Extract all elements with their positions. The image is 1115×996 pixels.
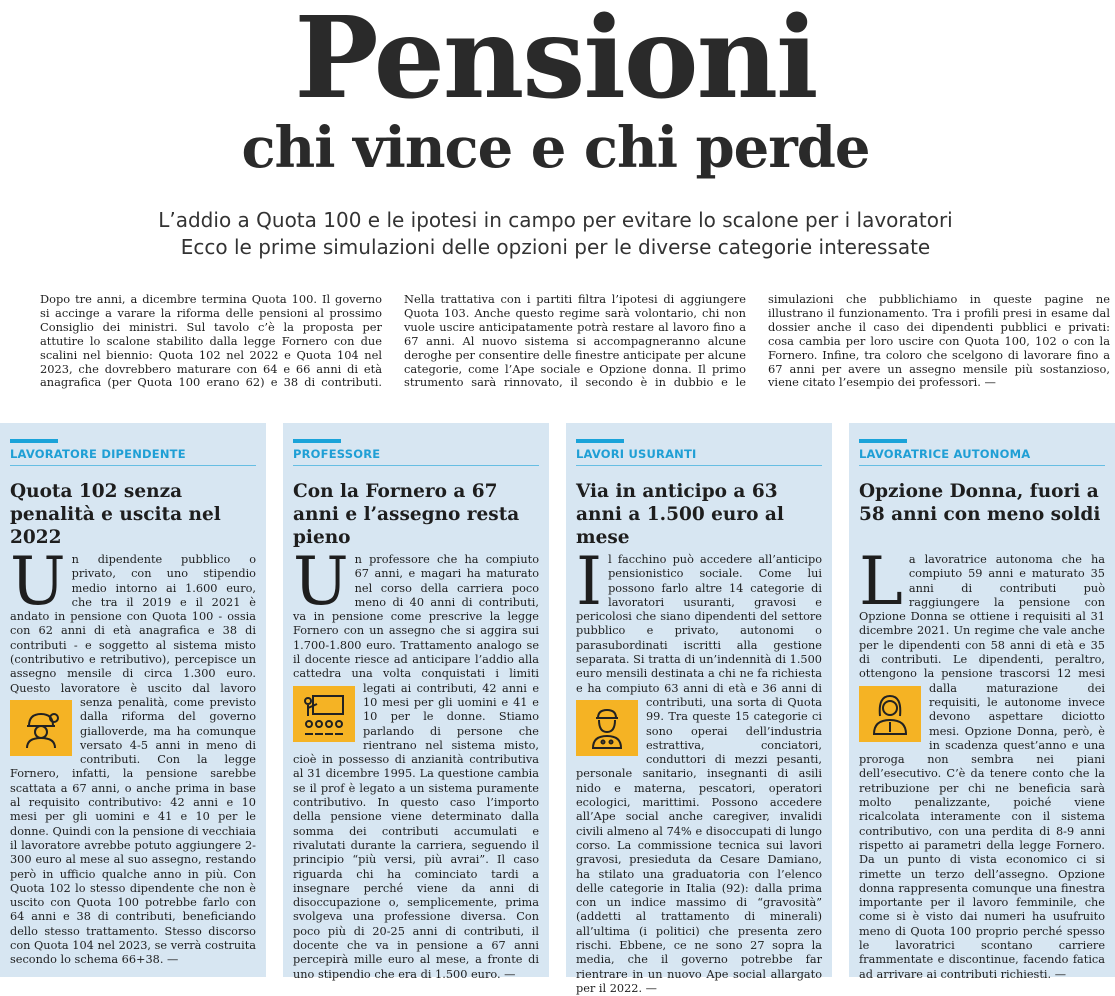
page-title: Pensioni — [294, 0, 817, 124]
body-text-1: l facchino può accedere all’anticipo pensionistico sociale. Come lui possono farlo altre 14 categorie di lavoratori usuranti, gravosi e pericolosi che siano dipendenti del settore pubblico e privato, autonomi o parasubordinati iscritti alla gestione separata. Si tratta di un’indennità di 1.500 euro mensili destinata a chi ne fa richiesta e ha compiuto 63 anni di età e 36 anni di contributi, — [576, 553, 822, 709]
dropcap: L — [859, 543, 903, 620]
panel-lavori-usuranti — [566, 423, 832, 995]
dropcap: U — [293, 543, 349, 620]
panel-body — [576, 543, 823, 995]
dropcap: I — [576, 543, 603, 620]
page-subtitle: chi vince e chi perde — [241, 115, 870, 181]
dropcap: U — [10, 543, 66, 620]
panel-headline: Quota 102 senza penalità e uscita nel 2022 — [10, 481, 221, 548]
category-label: PROFESSORE — [293, 447, 381, 461]
category-accent — [293, 439, 341, 443]
panel-headline: Con la Fornero a 67 anni e l’assegno resta pieno — [293, 481, 520, 548]
deck — [0, 207, 1111, 261]
porter-icon — [576, 700, 638, 756]
divider — [293, 465, 539, 466]
intro-text: Dopo tre anni, a dicembre termina Quota 100. Il governo si accinge a varare la riforma delle pensioni al prossimo Consiglio dei ministri. Sul tavolo c’è la proposta per attutire lo scalone stabilito dalla legge Fornero con due scalini nel biennio: Quota 102 nel 2022 e Quota 104 nel 2023, che dovrebbero maturare con 64 e 66 anni di età anagrafica (per Quota 100 erano 62) e 38 di contributi. Nella trattativa con i partiti filtra l’ipotesi di aggiungere Quota 103. Anche questo regime sarà volontario, chi non vuole uscire anticipatamente potrà restare al lavoro fino a 67 anni. Al nuovo sistema si accompagneranno alcune deroghe per consentire delle finestre anticipate per alcune categorie, come l’Ape sociale e Opzione donna. Il primo strumento sarà rinnovato, il secondo è in dubbio e le simulazioni che pubblichiamo in queste pagine ne illustrano il funzionamento. Tra i profili presi in esame dal dossier anche il caso dei dipendenti pubblici e privati: cosa cambia per loro uscire con Quota 100, 102 o con la Fornero. Infine, tra coloro che scelgono di lavorare fino a 67 anni per avere un assegno mensile più sostanzioso, viene citato l’esempio dei professori. — — [40, 292, 1110, 390]
woman-icon — [859, 686, 921, 742]
body-text-2: requisiti, le autonome invece devono aspettare diciotto mesi. Opzione Donna, però, è in scadenza quest’anno e una proroga non sembra nei piani dell’esecutivo. C’è da tenere conto che la retribuzione per chi ne beneficia sarà molto penalizzante, poiché viene ricalcolata interamente con il sistema contributivo, con una perdita di 8-9 anni rispetto ai parametri della legge Fornero. Da un punto di vista economico ci si rimette un terzo dell’assegno. Opzione donna rappresenta comunque una finestra importante per il lavoro femminile, che come si è visto dai numeri ha usufruito meno di Quota 100 proprio perché spesso le lavoratrici scontano carriere frammentate e discontinue, facendo fatica ad arrivare ai contributi richiesti. — — [859, 695, 1105, 981]
category-label: LAVORATORE DIPENDENTE — [10, 447, 186, 461]
body-text-2: una sorta di Quota 99. Tra queste 15 categorie ci sono operai dell’industria estrattiva, conciatori, conduttori di mezzi pesanti, personale sanitario, insegnanti di asili nido e materna, pescatori, operatori ecologici, marittimi. Possono accedere all’Ape social anche caregiver, invalidi civili almeno al 74% e disoccupati di lungo corso. La commissione tecnica sui lavori gravosi, presieduta da Cesare Damiano, ha stilato una graduatoria con l’elenco delle categorie in Italia (92): dalla prima con un indice massimo di “gravosità” (addetti al trattamento di minerali) all’ultima (i politici) che presenta zero rischi. Ebbene, ce ne sono 27 sopra la media, che il governo potrebbe far rientrare in un nuovo Ape social allargato per il 2022. — — [576, 695, 823, 995]
body-text-1: a lavoratrice autonoma che ha compiuto 59 anni e maturato 35 anni di contributi può raggiungere la pensione con Opzione Donna se ottiene i requisiti al 31 dicembre 2021. Un regime che vale anche per le dipendenti con 58 anni di età e 35 di contributi. Le dipendenti, peraltro, ottengono la pensione trascorsi 12 mesi dalla maturazione dei — [859, 553, 1105, 695]
body-text-2: come previsto dalla riforma del governo gialloverde, ma ha comunque versato 4-5 anni in meno di contributi. Con la legge Fornero, infatti, la pensione sarebbe scattata a 67 anni, o anche prima in base al requisito contributivo: 42 anni e 10 mesi per gli uomini e 41 e 10 per le donne. Quindi con la pensione di vecchiaia il lavoratore avrebbe potuto aggiungere 2-300 euro al mese al suo assegno, restando però in ufficio qualche anno in più. Con Quota 102 lo stesso dipendente che non è uscito con Quota 100 potrebbe farlo con 64 anni e 38 di contributi, beneficiando dello stesso trattamento. Stesso discorso con Quota 104 nel 2023, se verrà costruita secondo lo schema 66+38. — — [10, 695, 256, 967]
panel-professore — [283, 423, 549, 981]
category-label: LAVORATRICE AUTONOMA — [859, 447, 1031, 461]
divider — [859, 465, 1105, 466]
deck-line-2: Ecco le prime simulazioni delle opzioni per le diverse categorie interessate — [180, 235, 931, 259]
category-label: LAVORI USURANTI — [576, 447, 697, 461]
panel-body — [859, 543, 1105, 981]
worker-icon — [10, 700, 72, 756]
category-accent — [576, 439, 624, 443]
panel-body — [293, 543, 539, 981]
deck-line-1: L’addio a Quota 100 e le ipotesi in campo per evitare lo scalone per i lavoratori — [158, 208, 953, 232]
panel-body — [10, 543, 256, 977]
panel-lavoratrice-autonoma — [849, 423, 1115, 981]
panel-headline: Via in anticipo a 63 anni a 1.500 euro al mese — [576, 481, 784, 548]
panel-headline: Opzione Donna, fuori a 58 anni con meno soldi — [859, 481, 1101, 525]
teacher-icon — [293, 686, 355, 742]
body-text-1: n dipendente pubblico o privato, con uno stipendio medio intorno ai 1.600 euro, che tra il 2019 e il 2021 è andato in pensione con Quota 100 - ossia con 62 anni di età anagrafica e 38 di contributi - e soggetto al sistema misto (contributivo e retributivo), percepisce un assegno mensile di circa 1.300 euro. Questo lavoratore è uscito dal lavoro senza penalità, — [10, 553, 256, 709]
category-accent — [859, 439, 907, 443]
body-text-1: n professore che ha compiuto 67 anni, e magari ha maturato nel corso della carriera poco meno di 40 anni di contributi, va in pensione come prescrive la legge Fornero con un assegno che si aggira sui 1.700-1.800 euro. Trattamento analogo se il docente riesce ad anticipare l’addio alla cattedra una volta conquistati i limiti legati ai contributi, — [293, 553, 539, 695]
category-accent — [10, 439, 58, 443]
divider — [10, 465, 256, 466]
panel-lavoratore-dipendente — [0, 423, 266, 977]
divider — [576, 465, 822, 466]
body-text-2: 42 anni e 10 mesi per gli uomini e 41 e 10 per le donne. Stiamo parlando di persone che rientrano nel sistema misto, cioè in possesso di anzianità contributiva al 31 dicembre 1995. La questione cambia se il prof è legato a un sistema puramente contributivo. In questo caso l’importo della pensione viene determinato dalla somma dei contributi accumulati e rivalutati durante la carriera, seguendo il principio “più versi, più avrai”. Il caso riguarda chi ha cominciato tardi a insegnare perché viene da anni di disoccupazione o, semplicemente, prima svolgeva una professione diversa. Con poco più di 20-25 anni di contributi, il docente che va in pensione a 67 anni percepirà mille euro al mese, a fronte di uno stipendio che era di 1.500 euro. — — [293, 681, 539, 981]
